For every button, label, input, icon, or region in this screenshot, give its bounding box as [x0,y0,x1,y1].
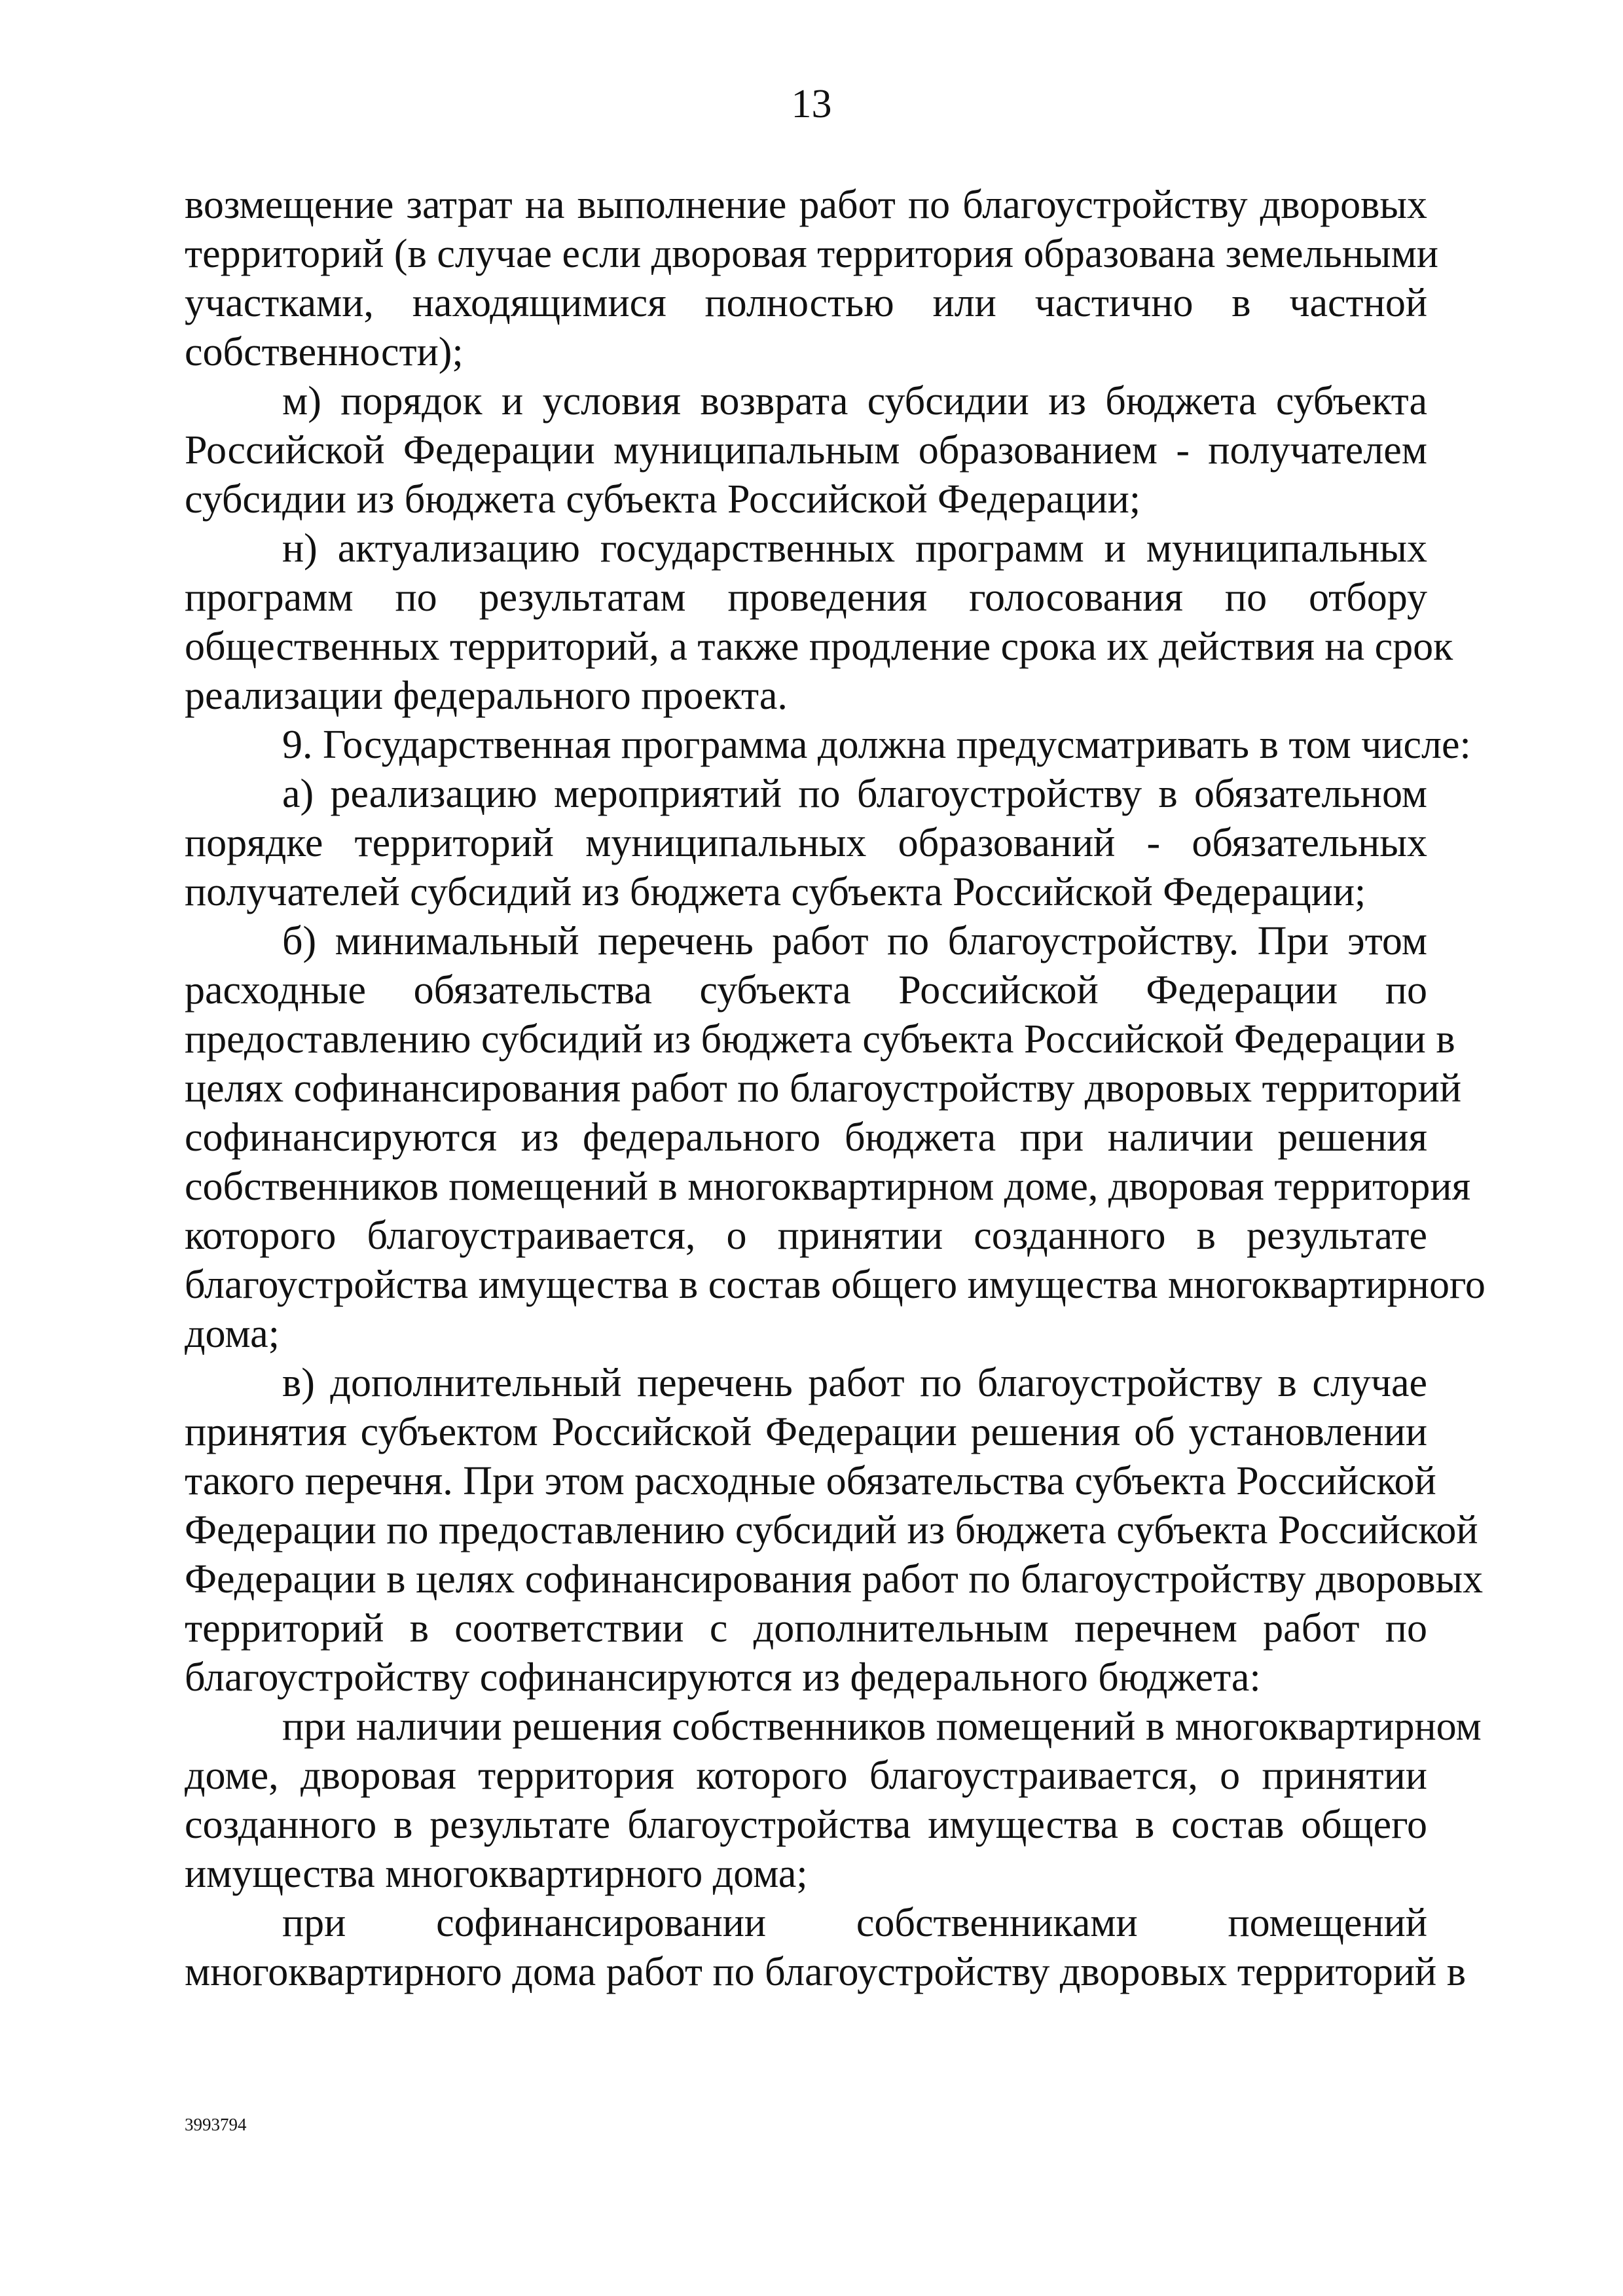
text-line: принятия субъектом Российской Федерации решения об установлении [185,1410,1427,1454]
text-line: возмещение затрат на выполнение работ по благоустройству дворовых [185,183,1427,227]
text-line: Российской Федерации муниципальным образованием - получателем [185,428,1427,473]
text-line: получателей субсидий из бюджета субъекта Российской Федерации; [185,870,1366,914]
text-line: многоквартирного дома работ по благоустройству дворовых территорий в [185,1950,1466,1994]
text-line: реализации федерального проекта. [185,673,788,718]
text-line: благоустройства имущества в состав общего имущества многоквартирного [185,1263,1486,1307]
text-line: расходные обязательства субъекта Российской Федерации по [185,968,1427,1013]
text-line: при наличии решения собственников помещений в многоквартирном [282,1704,1482,1749]
document-id: 3993794 [185,2115,247,2134]
text-line: м) порядок и условия возврата субсидии из бюджета субъекта [282,379,1427,423]
text-line: целях софинансирования работ по благоустройству дворовых территорий [185,1066,1462,1111]
text-line: территорий в соответствии с дополнительным перечнем работ по [185,1606,1427,1651]
text-line: программ по результатам проведения голосования по отбору [185,575,1427,620]
text-line: дома; [185,1312,280,1356]
text-line: в) дополнительный перечень работ по благоустройству в случае [282,1361,1427,1405]
text-line: собственников помещений в многоквартирном доме, дворовая территория [185,1164,1471,1209]
text-line: предоставлению субсидий из бюджета субъекта Российской Федерации в [185,1017,1455,1062]
text-line: которого благоустраивается, о принятии созданного в результате [185,1213,1427,1258]
text-line: собственности); [185,330,464,374]
text-line: доме, дворовая территория которого благоустраивается, о принятии [185,1753,1427,1798]
document-body [185,181,1486,1997]
text-line: при софинансировании собственниками помещений [282,1901,1427,1945]
text-line: порядке территорий муниципальных образований - обязательных [185,821,1427,865]
text-line: а) реализацию мероприятий по благоустройству в обязательном [282,772,1427,816]
text-line: субсидии из бюджета субъекта Российской Федерации; [185,477,1141,522]
text-line: б) минимальный перечень работ по благоустройству. При этом [282,919,1427,963]
text-line: созданного в результате благоустройства имущества в состав общего [185,1803,1427,1847]
text-line: благоустройству софинансируются из федерального бюджета: [185,1655,1261,1700]
text-line: софинансируются из федерального бюджета при наличии решения [185,1115,1427,1160]
text-line: территорий (в случае если дворовая территория образована земельными [185,232,1438,276]
page-number: 13 [791,82,832,126]
text-line: Федерации по предоставлению субсидий из бюджета субъекта Российской [185,1508,1478,1552]
text-line: н) актуализацию государственных программ и муниципальных [282,526,1427,571]
text-line: имущества многоквартирного дома; [185,1852,808,1896]
text-line: 9. Государственная программа должна предусматривать в том числе: [282,723,1471,767]
text-line: Федерации в целях софинансирования работ по благоустройству дворовых [185,1557,1484,1602]
text-line: участками, находящимися полностью или частично в частной [185,281,1427,325]
text-line: такого перечня. При этом расходные обязательства субъекта Российской [185,1459,1436,1503]
text-line: общественных территорий, а также продление срока их действия на срок [185,624,1453,669]
